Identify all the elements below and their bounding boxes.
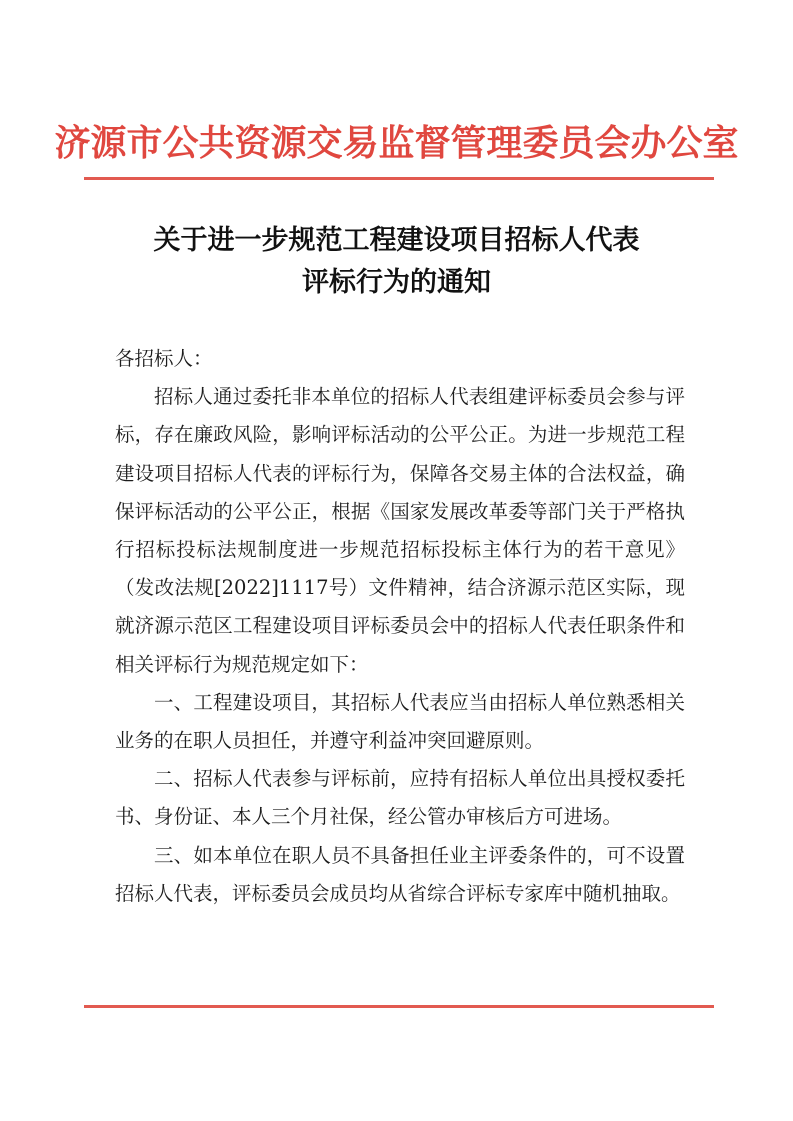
document-title-line-1: 关于进一步规范工程建设项目招标人代表 [153,225,640,256]
salutation: 各招标人： [115,347,213,370]
document-body [115,340,685,913]
document-title-line-2: 评标行为的通知 [302,267,491,298]
paragraph-clause-3: 三、如本单位在职人员不具备担任业主评委条件的，可不设置招标人代表，评标委员会成员均从省综合评标专家库中随机抽取。 [115,843,685,905]
paragraph-clause-1: 一、工程建设项目，其招标人代表应当由招标人单位熟悉相关业务的在职人员担任，并遵守利益冲突回避原则。 [115,690,685,753]
footer-red-rule [84,1005,714,1008]
paragraph-clause-2: 二、招标人代表参与评标前，应持有招标人单位出具授权委托书、身份证、本人三个月社保，经公管办审核后方可进场。 [115,767,685,829]
letterhead-red-rule [84,177,714,180]
letterhead-org-name: 济源市公共资源交易监督管理委员会办公室 [54,122,739,164]
paragraph-intro: 招标人通过委托非本单位的招标人代表组建评标委员会参与评标，存在廉政风险，影响评标活动的公平公正。为进一步规范工程建设项目招标人代表的评标行为，保障各交易主体的合法权益，确保评标活动的公平公正，根据《国家发展改革委等部门关于严格执行招标投标法规制度进一步规范招标投标主体行为的若干意见》（发改法规[2022]1117号）文件精神，结合济源示范区实际，现就济源示范区工程建设项目评标委员会中的招标人代表任职条件和相关评标行为规范规定如下： [115,385,685,676]
